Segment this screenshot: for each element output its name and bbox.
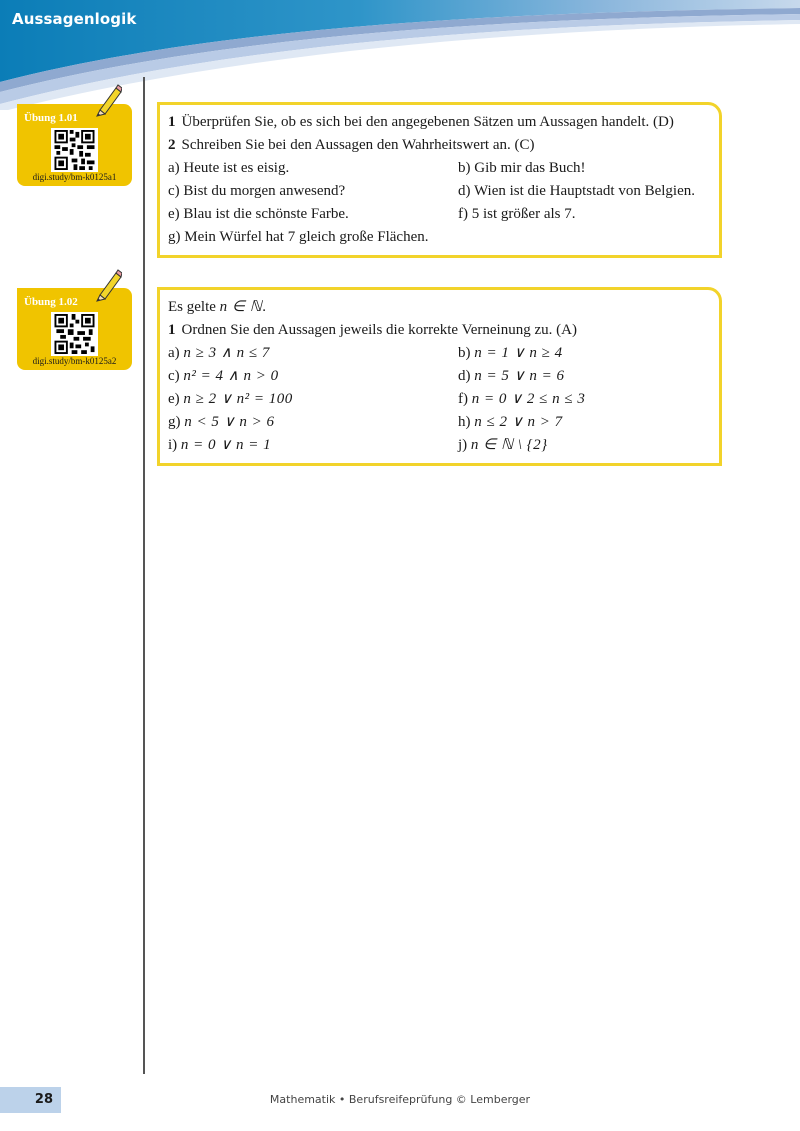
statement-item: f) 5 ist größer als 7. xyxy=(458,206,576,222)
chapter-title: Aussagenlogik xyxy=(12,10,137,28)
qr-code-icon[interactable] xyxy=(51,128,98,172)
statement-item: j) n ∈ ℕ \ {2} xyxy=(458,437,548,453)
statement-item: c) n² = 4 ∧ n > 0 xyxy=(168,368,279,384)
margin-divider xyxy=(143,77,145,1074)
task-instruction: 1 Überprüfen Sie, ob es sich bei den angegebenen Sätzen um Aussagen handelt. (D) xyxy=(168,114,674,130)
qr-code-icon[interactable] xyxy=(51,312,98,356)
statement-item: a) Heute ist es eisig. xyxy=(168,160,290,176)
exercise-box-1-02 xyxy=(157,287,722,466)
exercise-box-1-01 xyxy=(157,102,722,258)
statement-item: h) n ≤ 2 ∨ n > 7 xyxy=(458,414,563,430)
statement-item: i) n = 0 ∨ n = 1 xyxy=(168,437,272,453)
page-number: 28 xyxy=(34,1092,53,1107)
statement-item: b) n = 1 ∨ n ≥ 4 xyxy=(458,345,563,361)
pencil-icon xyxy=(92,268,122,302)
exercise-label: Übung 1.02 xyxy=(24,296,78,308)
statement-item: b) Gib mir das Buch! xyxy=(458,160,586,176)
footer-copyright: Mathematik • Berufsreifeprüfung © Lemberger xyxy=(269,1093,531,1106)
statement-item: c) Bist du morgen anwesend? xyxy=(168,183,346,199)
exercise-intro: Es gelte n ∈ ℕ. xyxy=(168,299,266,315)
statement-item: g) n < 5 ∨ n > 6 xyxy=(168,414,275,430)
statement-item: g) Mein Würfel hat 7 gleich große Flächen. xyxy=(168,229,429,245)
statement-item: e) Blau ist die schönste Farbe. xyxy=(168,206,349,222)
exercise-label: Übung 1.01 xyxy=(24,112,78,124)
exercise-url[interactable]: digi.study/bm-k0125a1 xyxy=(32,172,117,182)
task-instruction: 2 Schreiben Sie bei den Aussagen den Wahrheitswert an. (C) xyxy=(168,137,535,153)
statement-item: d) Wien ist die Hauptstadt von Belgien. xyxy=(458,183,696,199)
statement-item: d) n = 5 ∨ n = 6 xyxy=(458,368,565,384)
pencil-icon xyxy=(92,83,122,117)
statement-item: f) n = 0 ∨ 2 ≤ n ≤ 3 xyxy=(458,391,586,407)
statement-item: e) n ≥ 2 ∨ n² = 100 xyxy=(168,391,293,407)
task-instruction: 1 Ordnen Sie den Aussagen jeweils die korrekte Verneinung zu. (A) xyxy=(168,322,577,338)
exercise-url[interactable]: digi.study/bm-k0125a2 xyxy=(32,356,117,366)
statement-item: a) n ≥ 3 ∧ n ≤ 7 xyxy=(168,345,270,361)
